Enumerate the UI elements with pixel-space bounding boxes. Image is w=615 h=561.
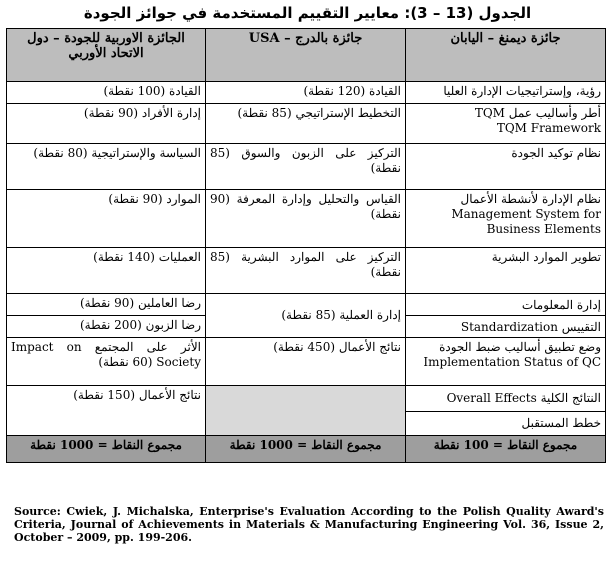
total-usa: مجموع النقاط = 1000 نقطة [206,436,406,463]
totals-row [7,436,606,463]
total-japan: مجموع النقاط = 100 نقطة [406,436,606,463]
europe-cell: نتائج الأعمال (150 نقطة) [7,386,206,436]
europe-cell: الأثر على المجتمع Impact on Society (60 نقطة) [7,338,206,386]
europe-cell: العمليات (140 نقطة) [7,248,206,294]
table-row [7,82,606,104]
japan-cell [406,104,606,144]
table-row [7,248,606,294]
japan-cell: رؤية، وإستراتيجيات الإدارة العليا [406,82,606,104]
europe-cell: إدارة الأفراد (90 نقطة) [7,104,206,144]
criteria-table [6,28,606,463]
japan-cell-english: TQM Framework [496,121,601,135]
europe-cell: الموارد (90 نقطة) [7,190,206,248]
japan-cell: تطوير الموارد البشرية [406,248,606,294]
header-japan: جائزة ديمنغ – اليابان [406,29,606,82]
europe-cell: رضا العاملين (90 نقطة) [7,294,206,316]
japan-cell: خطط المستقبل [406,412,606,436]
header-usa: جائزة بالدرج – USA [206,29,406,82]
table-row [7,338,606,386]
total-europe: مجموع النقاط = 1000 نقطة [7,436,206,463]
usa-cell: التركيز على الزبون والسوق (85 نقطة) [206,144,406,190]
table-row [7,386,606,412]
table-row [7,190,606,248]
header-row [7,29,606,82]
table-row [7,144,606,190]
usa-cell: نتائج الأعمال (450 نقطة) [206,338,406,386]
usa-cell: التخطيط الإستراتيجي (85 نقطة) [206,104,406,144]
usa-cell: القياس والتحليل وإدارة المعرفة (90 نقطة) [206,190,406,248]
usa-cell: إدارة العملية (85 نقطة) [206,294,406,338]
europe-cell: السياسة والإستراتيجية (80 نقطة) [7,144,206,190]
japan-cell: إدارة المعلومات [406,294,606,316]
japan-cell-text: أطر وأساليب عمل TQM [474,106,601,120]
header-europe: الجائزة الاوربية للجودة – دول الاتحاد الأوربي [7,29,206,82]
source-citation: Source: Cwiek, J. Michalska, Enterprise's Evaluation According to the Polish Quality Award's Criteria, Journal of Achievements in Materials & Manufacturing Engineering Vol. 36, Issue 2, October – 2009, pp. 199-206. [14,505,604,544]
europe-cell: رضا الزبون (200 نقطة) [7,316,206,338]
japan-cell-text: وضع تطبيق أساليب ضبط الجودة [439,340,601,354]
japan-cell [406,190,606,248]
table-row [7,104,606,144]
usa-cell: القيادة (120 نقطة) [206,82,406,104]
usa-cell: التركيز على الموارد البشرية (85 نقطة) [206,248,406,294]
empty-cell [206,386,406,436]
japan-cell-english: Management System for Business Elements [451,207,601,236]
japan-cell: النتائج الكلية Overall Effects [406,386,606,412]
japan-cell: نظام توكيد الجودة [406,144,606,190]
japan-cell-text: نظام الإدارة لأنشطة الأعمال [460,192,601,206]
japan-cell: التقييس Standardization [406,316,606,338]
europe-cell: القيادة (100 نقطة) [7,82,206,104]
japan-cell [406,338,606,386]
table-row [7,294,606,316]
table-title: الجدول (13 – 3): معايير التقييم المستخدمة في جوائز الجودة [83,4,532,22]
japan-cell-english: Implementation Status of QC [423,355,601,369]
